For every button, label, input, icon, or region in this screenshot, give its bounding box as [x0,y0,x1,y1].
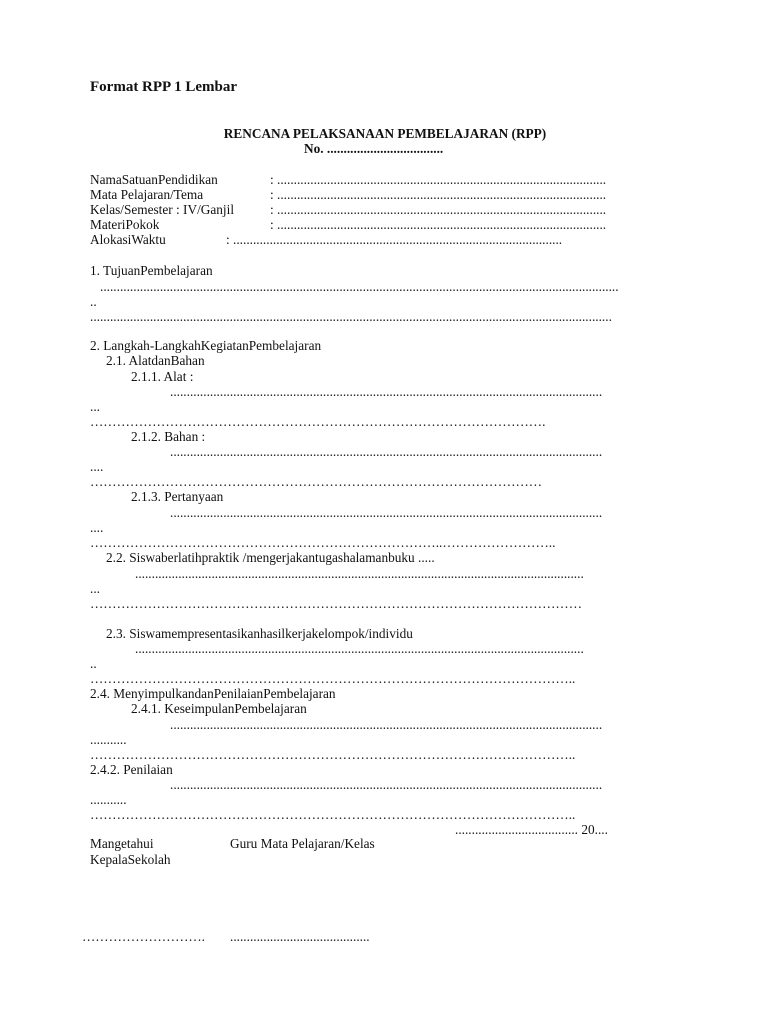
identity-label: Kelas/Semester : IV/Ganjil [90,202,235,217]
identity-label: AlokasiWaktu [90,232,166,247]
fill-line: .................................................................................................................................. [170,384,603,399]
fill-line: .................................................................................................................................. [170,444,603,459]
fill-line: ……………………………………………………………………………………………….. [90,807,576,822]
identity-value: : ................................................................................................... [226,232,563,247]
fill-line: .................................................................................................................................. [170,717,603,732]
identity-value: : ................................................................................................... [270,187,607,202]
fill-line: ........... [90,732,127,747]
fill-line: ……………………………………………………………………………………………….. [90,671,576,686]
section-2-1-title: 2.1. AlatdanBahan [106,353,205,368]
section-2-3-title: 2.3. Siswamempresentasikanhasilkerjakelompok/individu [106,626,413,641]
section-2-title: 2. Langkah-LangkahKegiatanPembelajaran [90,338,322,353]
section-2-1-2-title: 2.1.2. Bahan : [131,429,206,444]
fill-line: ... [90,399,100,414]
fill-line: ……………………………………………………………………..…………………….. [90,535,556,550]
guru-label: Guru Mata Pelajaran/Kelas [230,836,375,851]
mengetahui-label: Mangetahui [90,836,154,851]
date-line: ..................................... 20.... [455,822,608,837]
identity-label: Mata Pelajaran/Tema [90,187,204,202]
fill-line: ....................................................................................................................................... [135,641,584,656]
fill-line: ............................................................................................................................................................ [100,279,619,294]
fill-line: .................................................................................................................................. [170,777,603,792]
kepala-sekolah-label: KepalaSekolah [90,852,171,867]
identity-value: : ................................................................................................... [270,202,607,217]
section-2-1-1-title: 2.1.1. Alat : [131,369,194,384]
format-title: Format RPP 1 Lembar [90,80,238,95]
section-1-title: 1. TujuanPembelajaran [90,263,213,278]
signature-line-left: ………………………. [82,929,205,944]
identity-value: : ................................................................................................... [270,172,607,187]
section-2-4-1-title: 2.4.1. KeseimpulanPembelajaran [131,701,307,716]
signature-line-right: .......................................... [230,929,370,944]
fill-line: ............................................................................................................................................................. [90,309,612,324]
fill-line: .. [90,656,97,671]
fill-line: …………………………………………………………………………………………. [90,414,546,429]
fill-line: ………………………………………………………………………………………… [90,474,543,489]
identity-value: : ................................................................................................... [270,217,607,232]
section-2-4-2-title: 2.4.2. Penilaian [90,762,173,777]
identity-label: NamaSatuanPendidikan [90,172,218,187]
section-2-2-title: 2.2. Siswaberlatihpraktik /mengerjakantugashalamanbuku ..... [106,550,435,565]
section-2-4-title: 2.4. MenyimpulkandanPenilaianPembelajaran [90,686,336,701]
fill-line: .... [90,459,104,474]
fill-line: ………………………………………………………………………………………………… [90,596,582,611]
document-number: No. ................................... [304,141,444,156]
section-2-1-3-title: 2.1.3. Pertanyaan [131,489,224,504]
document-heading: RENCANA PELAKSANAAN PEMBELAJARAN (RPP) [223,126,547,141]
fill-line: ........... [90,792,127,807]
fill-line: .... [90,520,104,535]
fill-line: ... [90,581,100,596]
fill-line: ....................................................................................................................................... [135,566,584,581]
fill-line: .. [90,294,97,309]
identity-label: MateriPokok [90,217,160,232]
fill-line: .................................................................................................................................. [170,505,603,520]
fill-line: ……………………………………………………………………………………………….. [90,747,576,762]
